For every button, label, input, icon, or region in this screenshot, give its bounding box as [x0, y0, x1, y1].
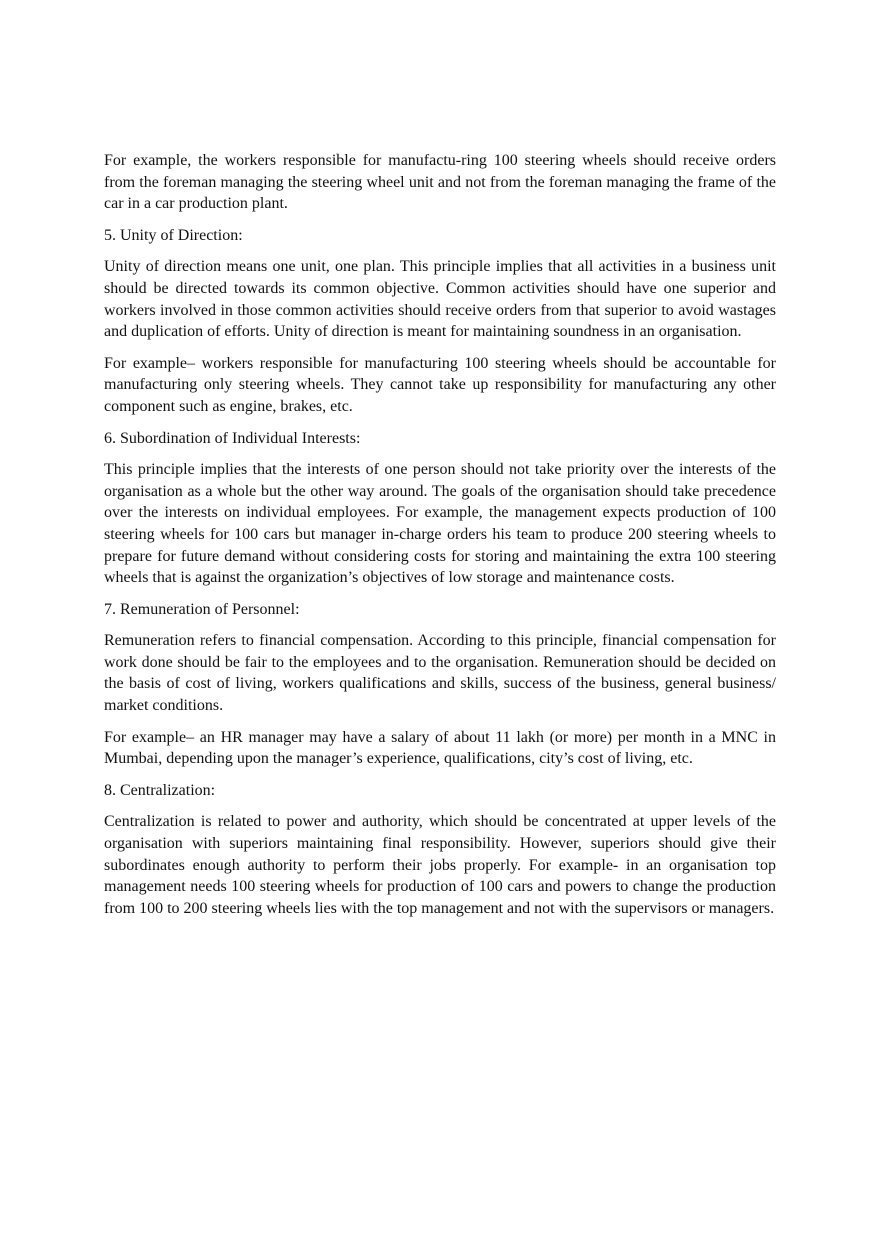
paragraph-unity-of-direction: Unity of direction means one unit, one plan. This principle implies that all activities in a business unit should be directed towards its common objective. Common activities should have one superior and workers involved in those common activities should receive orders from that superior to avoid wastages and duplication of efforts. Unity of direction is meant for maintaining soundness in an organisation.: [104, 258, 776, 341]
heading-centralization: 8. Centralization:: [104, 781, 216, 799]
paragraph-unity-of-direction-example: For example– workers responsible for manufacturing 100 steering wheels should be accountable for manufacturing only steering wheels. They cannot take up responsibility for manufacturing any other component such as engine, brakes, etc.: [104, 354, 776, 415]
heading-remuneration: 7. Remuneration of Personnel:: [104, 600, 300, 618]
paragraph-unity-of-command-example: For example, the workers responsible for manufactu-ring 100 steering wheels should receive orders from the foreman managing the steering wheel unit and not from the foreman managing the frame of the car in a car production plant.: [104, 152, 776, 213]
paragraph-remuneration-example: For example– an HR manager may have a salary of about 11 lakh (or more) per month in a MNC in Mumbai, depending upon the manager’s experience, qualifications, city’s cost of living, etc.: [104, 728, 776, 768]
heading-unity-of-direction: 5. Unity of Direction:: [104, 226, 243, 244]
paragraph-centralization: Centralization is related to power and authority, which should be concentrated at upper levels of the organisation with superiors maintaining final responsibility. However, superiors should give their subordinates enough authority to perform their jobs properly. For example- in an organisation top management needs 100 steering wheels for production of 100 cars and powers to change the production from 100 to 200 steering wheels lies with the top management and not with the supervisors or managers.: [104, 813, 776, 917]
heading-subordination: 6. Subordination of Individual Interests:: [104, 429, 361, 447]
paragraph-subordination: This principle implies that the interests of one person should not take priority over the interests of the organisation as a whole but the other way around. The goals of the organisation should take precedence over the interests on individual employees. For example, the management expects production of 100 steering wheels for 100 cars but manager in-charge orders his team to produce 200 steering wheels to prepare for future demand without considering costs for storing and maintaining the extra 100 steering wheels that is against the organization’s objectives of low storage and maintenance costs.: [104, 461, 776, 587]
paragraph-remuneration: Remuneration refers to financial compensation. According to this principle, financial compensation for work done should be fair to the employees and to the organisation. Remuneration should be decided on the basis of cost of living, workers qualifications and skills, success of the business, general business/ market conditions.: [104, 632, 776, 715]
document-page: [104, 150, 776, 929]
